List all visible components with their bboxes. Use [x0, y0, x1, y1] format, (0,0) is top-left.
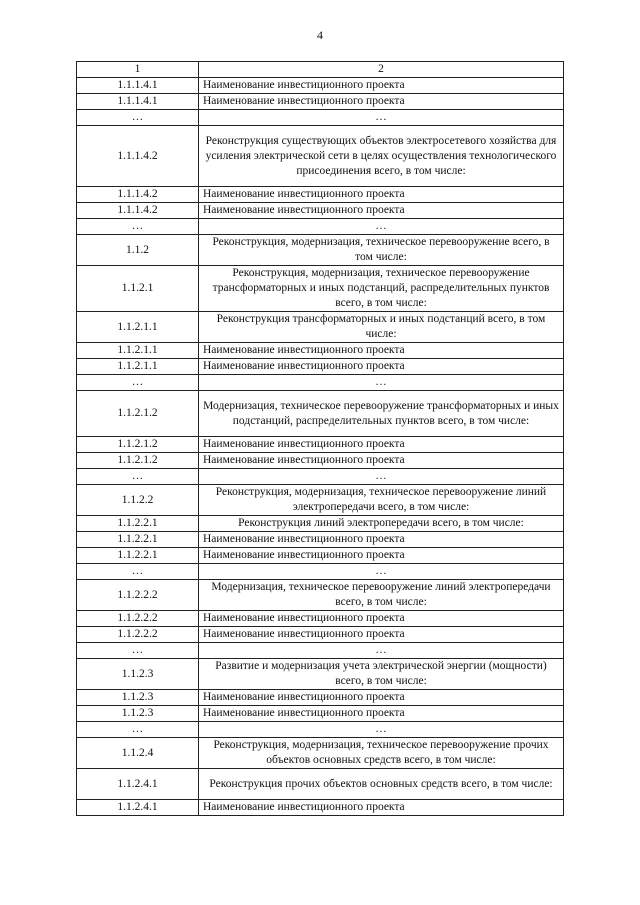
row-number-cell: 1.1.2.3: [77, 706, 199, 722]
row-description-cell: Реконструкция, модернизация, техническое перевооружение линий электропередачи всего, в том числе:: [199, 485, 564, 516]
table-row: [77, 643, 564, 659]
row-description-cell: Развитие и модернизация учета электрической энергии (мощности) всего, в том числе:: [199, 659, 564, 690]
table-row: [77, 359, 564, 375]
table-row: [77, 343, 564, 359]
row-number-cell: …: [77, 722, 199, 738]
table-row: [77, 738, 564, 769]
row-description-cell: Наименование инвестиционного проекта: [199, 627, 564, 643]
row-number-cell: 1.1.2.3: [77, 690, 199, 706]
table-row: [77, 94, 564, 110]
row-number-cell: 1.1.2.2.2: [77, 611, 199, 627]
table-row: [77, 564, 564, 580]
table-row: [77, 627, 564, 643]
row-number-cell: 1.1.2.1.1: [77, 343, 199, 359]
table-row: [77, 437, 564, 453]
table-row: [77, 110, 564, 126]
row-description-cell: …: [199, 375, 564, 391]
column-header-2: 2: [199, 62, 564, 78]
row-number-cell: 1.1.1.4.2: [77, 187, 199, 203]
row-description-cell: Реконструкция, модернизация, техническое перевооружение всего, в том числе:: [199, 235, 564, 266]
table-row: [77, 485, 564, 516]
table-row: [77, 659, 564, 690]
row-description-cell: …: [199, 219, 564, 235]
table-row: [77, 769, 564, 800]
column-header-1: 1: [77, 62, 199, 78]
table-row: [77, 722, 564, 738]
table-row: [77, 375, 564, 391]
row-number-cell: 1.1.2.2: [77, 485, 199, 516]
row-number-cell: 1.1.1.4.1: [77, 94, 199, 110]
table-row: [77, 126, 564, 187]
row-description-cell: …: [199, 643, 564, 659]
row-number-cell: 1.1.1.4.2: [77, 126, 199, 187]
row-description-cell: Наименование инвестиционного проекта: [199, 78, 564, 94]
row-description-cell: Модернизация, техническое перевооружение линий электропередачи всего, в том числе:: [199, 580, 564, 611]
table-row: [77, 453, 564, 469]
table-header-row: [77, 62, 564, 78]
row-number-cell: …: [77, 643, 199, 659]
row-description-cell: Наименование инвестиционного проекта: [199, 187, 564, 203]
row-description-cell: Наименование инвестиционного проекта: [199, 800, 564, 816]
row-description-cell: Наименование инвестиционного проекта: [199, 94, 564, 110]
row-description-cell: Реконструкция существующих объектов электросетевого хозяйства для усиления электрической сети в целях осуществления технологического присоединения всего, в том числе:: [199, 126, 564, 187]
row-number-cell: 1.1.2.1.1: [77, 359, 199, 375]
row-number-cell: 1.1.2.1.1: [77, 312, 199, 343]
table-row: [77, 312, 564, 343]
table-row: [77, 266, 564, 312]
row-description-cell: Наименование инвестиционного проекта: [199, 611, 564, 627]
row-description-cell: Наименование инвестиционного проекта: [199, 532, 564, 548]
row-number-cell: 1.1.1.4.2: [77, 203, 199, 219]
row-description-cell: Реконструкция прочих объектов основных средств всего, в том числе:: [199, 769, 564, 800]
row-number-cell: 1.1.2.4.1: [77, 800, 199, 816]
row-number-cell: 1.1.2.2.1: [77, 548, 199, 564]
row-number-cell: 1.1.2.1.2: [77, 391, 199, 437]
table-row: [77, 532, 564, 548]
row-description-cell: Наименование инвестиционного проекта: [199, 690, 564, 706]
table-row: [77, 800, 564, 816]
row-number-cell: …: [77, 375, 199, 391]
table-row: [77, 235, 564, 266]
row-description-cell: Наименование инвестиционного проекта: [199, 203, 564, 219]
row-description-cell: Наименование инвестиционного проекта: [199, 359, 564, 375]
table-row: [77, 391, 564, 437]
row-number-cell: 1.1.2: [77, 235, 199, 266]
row-description-cell: …: [199, 469, 564, 485]
row-description-cell: Модернизация, техническое перевооружение трансформаторных и иных подстанций, распределительных пунктов всего, в том числе:: [199, 391, 564, 437]
row-number-cell: 1.1.2.3: [77, 659, 199, 690]
row-number-cell: 1.1.2.2.2: [77, 580, 199, 611]
row-description-cell: Наименование инвестиционного проекта: [199, 548, 564, 564]
table-row: [77, 611, 564, 627]
row-number-cell: 1.1.2.2.1: [77, 532, 199, 548]
table-row: [77, 469, 564, 485]
row-number-cell: 1.1.2.1.2: [77, 437, 199, 453]
row-description-cell: Наименование инвестиционного проекта: [199, 437, 564, 453]
row-description-cell: Наименование инвестиционного проекта: [199, 706, 564, 722]
row-number-cell: 1.1.2.2.1: [77, 516, 199, 532]
row-number-cell: 1.1.2.4.1: [77, 769, 199, 800]
row-number-cell: …: [77, 469, 199, 485]
row-number-cell: …: [77, 110, 199, 126]
table-row: [77, 219, 564, 235]
row-description-cell: …: [199, 564, 564, 580]
table-row: [77, 187, 564, 203]
row-description-cell: Реконструкция линий электропередачи всего, в том числе:: [199, 516, 564, 532]
table-row: [77, 548, 564, 564]
investment-projects-table: [76, 61, 564, 816]
row-description-cell: Реконструкция, модернизация, техническое перевооружение трансформаторных и иных подстанций, распределительных пунктов всего, в том числе:: [199, 266, 564, 312]
row-description-cell: Реконструкция, модернизация, техническое перевооружение прочих объектов основных средств всего, в том числе:: [199, 738, 564, 769]
table-row: [77, 690, 564, 706]
row-number-cell: 1.1.2.2.2: [77, 627, 199, 643]
row-number-cell: 1.1.2.4: [77, 738, 199, 769]
table-row: [77, 516, 564, 532]
row-description-cell: …: [199, 722, 564, 738]
page-number: 4: [317, 28, 323, 42]
row-number-cell: 1.1.2.1.2: [77, 453, 199, 469]
table-row: [77, 706, 564, 722]
row-number-cell: 1.1.2.1: [77, 266, 199, 312]
row-description-cell: Наименование инвестиционного проекта: [199, 453, 564, 469]
row-description-cell: …: [199, 110, 564, 126]
table-body: [77, 78, 564, 816]
row-number-cell: 1.1.1.4.1: [77, 78, 199, 94]
row-description-cell: Наименование инвестиционного проекта: [199, 343, 564, 359]
row-description-cell: Реконструкция трансформаторных и иных подстанций всего, в том числе:: [199, 312, 564, 343]
table-row: [77, 78, 564, 94]
row-number-cell: …: [77, 564, 199, 580]
table-row: [77, 580, 564, 611]
row-number-cell: …: [77, 219, 199, 235]
table-row: [77, 203, 564, 219]
